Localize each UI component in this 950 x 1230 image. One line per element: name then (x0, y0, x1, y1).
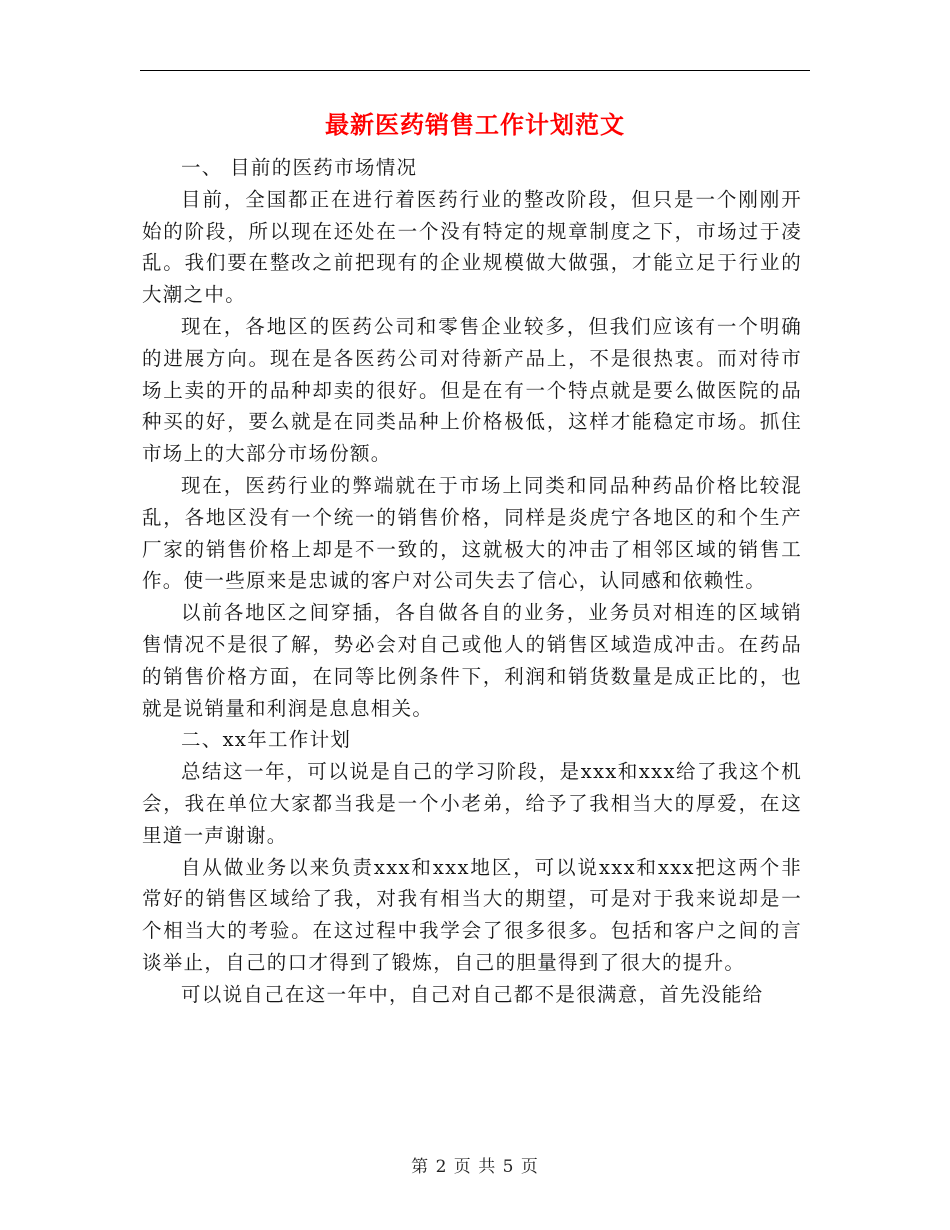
body-paragraph: 以前各地区之间穿插，各自做各自的业务，业务员对相连的区域销售情况不是很了解，势必会对自己或他人的销售区域造成冲击。在药品的销售价格方面，在同等比例条件下，利润和销货数量是成正比的，也就是说销量和利润是息息相关。 (142, 601, 802, 720)
document-body (142, 152, 802, 1011)
page-number-footer: 第 2 页 共 5 页 (411, 1157, 539, 1177)
body-paragraph: 目前，全国都正在进行着医药行业的整改阶段，但只是一个刚刚开始的阶段，所以现在还处在一个没有特定的规章制度之下，市场过于凌乱。我们要在整改之前把现有的企业规模做大做强，才能立足于行业的大潮之中。 (142, 187, 802, 307)
body-paragraph: 自从做业务以来负责xxx和xxx地区，可以说xxx和xxx把这两个非常好的销售区域给了我，对我有相当大的期望，可是对于我来说却是一个相当大的考验。在这过程中我学会了很多很多。包括和客户之间的言谈举止，自己的口才得到了锻炼，自己的胆量得到了很大的提升。 (142, 855, 802, 974)
section-heading: 二、xx年工作计划 (181, 728, 352, 752)
section-heading: 一、 目前的医药市场情况 (181, 156, 418, 179)
body-paragraph: 总结这一年，可以说是自己的学习阶段，是xxx和xxx给了我这个机会，我在单位大家都当我是一个小老弟，给予了我相当大的厚爱，在这里道一声谢谢。 (142, 760, 802, 847)
body-paragraph: 现在，医药行业的弊端就在于市场上同类和同品种药品价格比较混乱，各地区没有一个统一的销售价格，同样是炎虎宁各地区的和个生产厂家的销售价格上却是不一致的，这就极大的冲击了相邻区域的销售工作。使一些原来是忠诚的客户对公司失去了信心，认同感和依赖性。 (142, 473, 802, 593)
document-title: 最新医药销售工作计划范文 (325, 111, 625, 139)
header-rule (140, 70, 810, 71)
body-paragraph: 可以说自己在这一年中，自己对自己都不是很满意，首先没能给 (181, 982, 764, 1006)
body-paragraph: 现在，各地区的医药公司和零售企业较多，但我们应该有一个明确的进展方向。现在是各医药公司对待新产品上，不是很热衷。而对待市场上卖的开的品种却卖的很好。但是在有一个特点就是要么做医院的品种买的好，要么就是在同类品种上价格极低，这样才能稳定市场。抓住市场上的大部分市场份额。 (142, 314, 802, 466)
